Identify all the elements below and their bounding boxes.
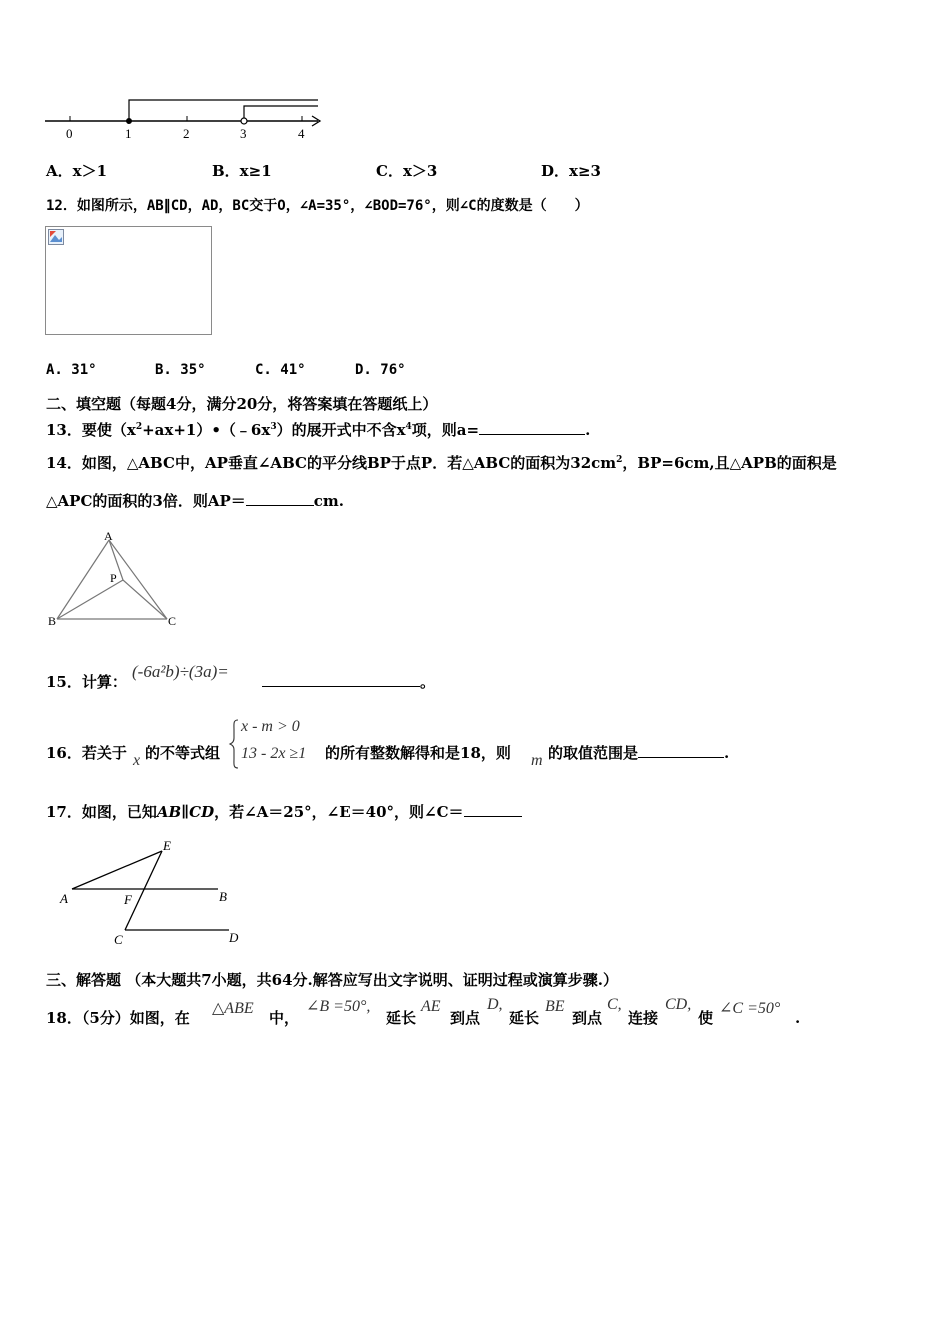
q16-pre: 16．若关于 <box>46 744 127 762</box>
q11-option-d: D．x≥3 <box>541 162 601 180</box>
q13-sup: 3 <box>270 422 277 432</box>
label-e: E <box>163 838 171 853</box>
q17-text: 17．如图，已知 <box>46 803 157 821</box>
label-c: C <box>168 614 177 628</box>
q18-zhong: 中， <box>269 1009 300 1027</box>
section2-title: 二、填空题（每题4分，满分20分，将答案填在答题纸上） <box>46 395 438 413</box>
q16-text: 的取值范围是 <box>548 744 639 762</box>
q14-unit: cm. <box>313 492 344 510</box>
q12-figure-placeholder <box>45 226 212 335</box>
q12-option-b: B. 35° <box>155 362 206 378</box>
q16-var-m: m <box>531 752 543 769</box>
label-a: A <box>60 891 68 906</box>
q13-sup: 2 <box>135 422 143 432</box>
q13-answer-blank[interactable] <box>479 420 585 435</box>
label-a: A <box>104 529 113 543</box>
broken-image-icon <box>48 229 64 245</box>
tick-label: 1 <box>125 126 132 141</box>
label-p: P <box>110 571 117 585</box>
q13-sup: 4 <box>405 422 412 432</box>
q18-text: 延长 <box>509 1009 540 1027</box>
q15-answer-blank[interactable] <box>262 672 420 687</box>
q18-text: 到点 <box>450 1009 481 1027</box>
label-b: B <box>219 889 227 904</box>
q13-text: 13．要使（x <box>46 421 136 439</box>
solid-dot <box>126 118 132 124</box>
q18-text: 连接 <box>628 1009 659 1027</box>
label-c: C <box>114 932 123 947</box>
q17-parallel-lines-figure <box>55 835 255 950</box>
q12-stem: 12．如图所示，AB∥CD，AD，BC交于O，∠A=35°，∠BOD=76°，则∠C的度数是（ ） <box>46 198 589 214</box>
hollow-dot <box>241 118 247 124</box>
q16-inequality-2: 13 - 2x ≥1 <box>241 745 307 762</box>
range-bracket-3 <box>244 106 318 119</box>
q14-text: △APC的面积的3倍．则AP＝ <box>46 492 246 510</box>
q18-angle-c: ∠C =50° <box>719 1000 781 1017</box>
q13-text: ）的展开式中不含x <box>276 421 406 439</box>
q18-text: 使 <box>698 1009 714 1027</box>
tick-label: 4 <box>298 126 305 141</box>
q15 <box>46 672 127 692</box>
q13 <box>46 420 590 440</box>
q11-option-a: A．x＞1 <box>46 162 108 180</box>
q16-mid: 的不等式组 <box>145 744 221 762</box>
q16-text: . <box>724 744 730 762</box>
q11-option-c: C．x＞3 <box>376 162 438 180</box>
q16-post: 的所有整数解得和是18，则 <box>325 744 511 762</box>
q16-end <box>548 743 729 763</box>
q18-pre: 18．（5分）如图，在 <box>46 1009 190 1027</box>
q17-parallel: AB∥CD <box>156 803 215 821</box>
q18-ae: AE <box>421 998 441 1015</box>
label-d: D <box>229 930 239 945</box>
q15-answer <box>262 672 435 692</box>
q15-expression: (-6a²b)÷(3a)= <box>132 662 229 681</box>
range-bracket-1 <box>129 100 318 119</box>
tick-label: 3 <box>240 126 247 141</box>
q16-var-x: x <box>133 752 141 769</box>
q16-inequality-1: x - m > 0 <box>241 718 300 735</box>
label-f: F <box>124 892 132 907</box>
q12-option-c: C. 41° <box>255 362 306 378</box>
q17-answer-blank[interactable] <box>464 802 522 817</box>
q18-text: 到点 <box>572 1009 603 1027</box>
q15-label: 15．计算： <box>46 673 127 691</box>
q18-cd: CD, <box>665 996 692 1013</box>
q18-d: D, <box>487 996 503 1013</box>
q15-end: 。 <box>420 673 436 691</box>
system-brace <box>230 718 240 770</box>
tick-label: 0 <box>66 126 73 141</box>
q13-text: . <box>585 421 591 439</box>
q16-answer-blank[interactable] <box>638 743 724 758</box>
q18-end: . <box>795 1009 801 1027</box>
q18-triangle: △ABE <box>212 1000 254 1017</box>
q14-text: ，BP=6cm,且△APB的面积是 <box>622 454 837 472</box>
q12-option-d: D. 76° <box>355 362 406 378</box>
q14-sup: 2 <box>616 455 623 465</box>
q14-line2 <box>46 491 344 511</box>
q18-text: 延长 <box>386 1009 417 1027</box>
q18-angle-b: ∠B =50°, <box>306 998 371 1015</box>
q12-option-a: A. 31° <box>46 362 97 378</box>
q11-option-b: B．x≥1 <box>212 162 272 180</box>
q17-text: ，若∠A＝25°，∠E＝40°，则∠C＝ <box>214 803 464 821</box>
q17 <box>46 802 522 822</box>
q14-answer-blank[interactable] <box>246 491 314 506</box>
q13-text: +ax+1）•（﹣6x <box>142 421 271 439</box>
section3-title: 三、解答题 （本大题共7小题，共64分.解答应写出文字说明、证明过程或演算步骤.） <box>46 971 618 989</box>
q13-text: 项，则a= <box>411 421 480 439</box>
number-line-figure <box>40 95 330 145</box>
q14-line1 <box>46 453 837 473</box>
tick-label: 2 <box>183 126 190 141</box>
q14-triangle-figure <box>45 530 185 630</box>
q18-c: C, <box>607 996 622 1013</box>
q14-text: 14．如图，△ABC中，AP垂直∠ABC的平分线BP于点P．若△ABC的面积为32cm <box>46 454 617 472</box>
label-b: B <box>48 614 57 628</box>
q18-be: BE <box>545 998 565 1015</box>
